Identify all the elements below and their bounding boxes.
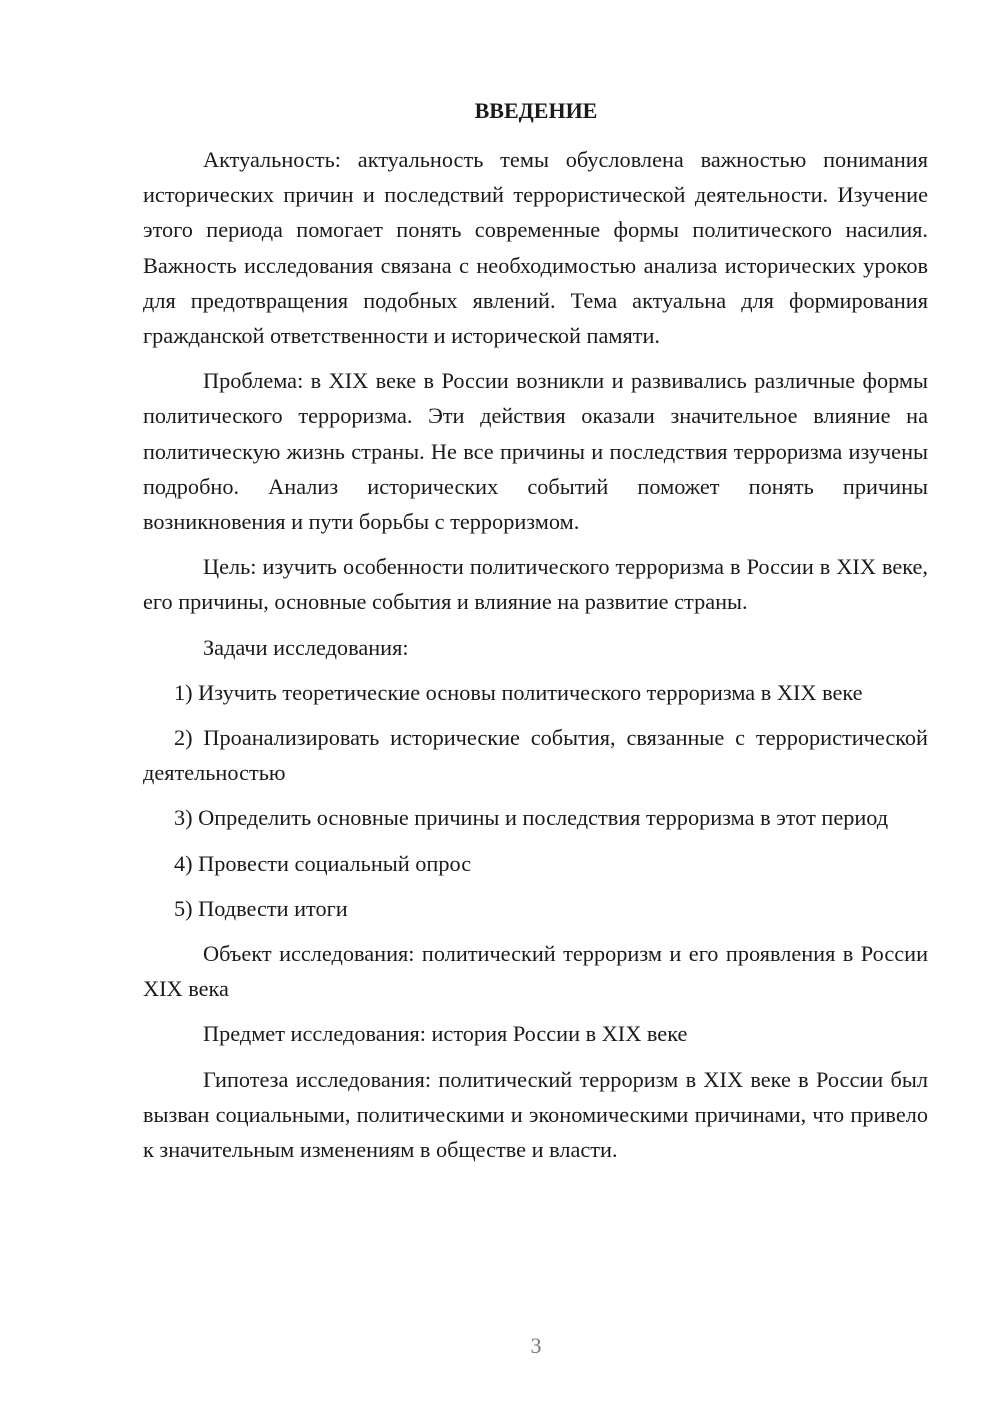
paragraph-object: Объект исследования: политический терроризм и его проявления в России XIX века <box>143 941 928 1002</box>
paragraph-problem: Проблема: в XIX веке в России возникли и развивались различные формы политического терроризма. Эти действия оказали значительное влияние на политическую жизнь страны. Не все причины и последствия терроризма изучены подробно. Анализ исторических событий поможет понять причины возникновения и пути борьбы с терроризмом. <box>143 368 928 535</box>
task-item: 3) Определить основные причины и последствия терроризма в этот период <box>174 805 889 831</box>
paragraph-subject: Предмет исследования: история России в XIX веке <box>203 1021 688 1047</box>
paragraph-relevance: Актуальность: актуальность темы обусловлена важностью понимания исторических причин и последствий террористической деятельности. Изучение этого периода помогает понять современные формы политического насилия. Важность исследования связана с необходимостью анализа исторических уроков для предотвращения подобных явлений. Тема актуальна для формирования гражданской ответственности и исторической памяти. <box>143 147 928 349</box>
tasks-heading: Задачи исследования: <box>203 634 409 660</box>
task-item: 4) Провести социальный опрос <box>174 850 472 876</box>
paragraph-goal: Цель: изучить особенности политического терроризма в России в XIX веке, его причины, основные события и влияние на развитие страны. <box>143 554 928 615</box>
page-title: ВВЕДЕНИЕ <box>474 98 598 123</box>
task-item: 2) Проанализировать исторические события, связанные с террористической деятельностью <box>143 725 928 786</box>
paragraph-hypothesis: Гипотеза исследования: политический терроризм в XIX веке в России был вызван социальными, политическими и экономическими причинами, что привело к значительным изменениям в обществе и власти. <box>143 1066 928 1163</box>
page-number: 3 <box>530 1333 542 1358</box>
task-item: 1) Изучить теоретические основы политического терроризма в XIX веке <box>174 679 863 705</box>
document-body <box>143 142 928 1177</box>
task-item: 5) Подвести итоги <box>174 895 348 921</box>
